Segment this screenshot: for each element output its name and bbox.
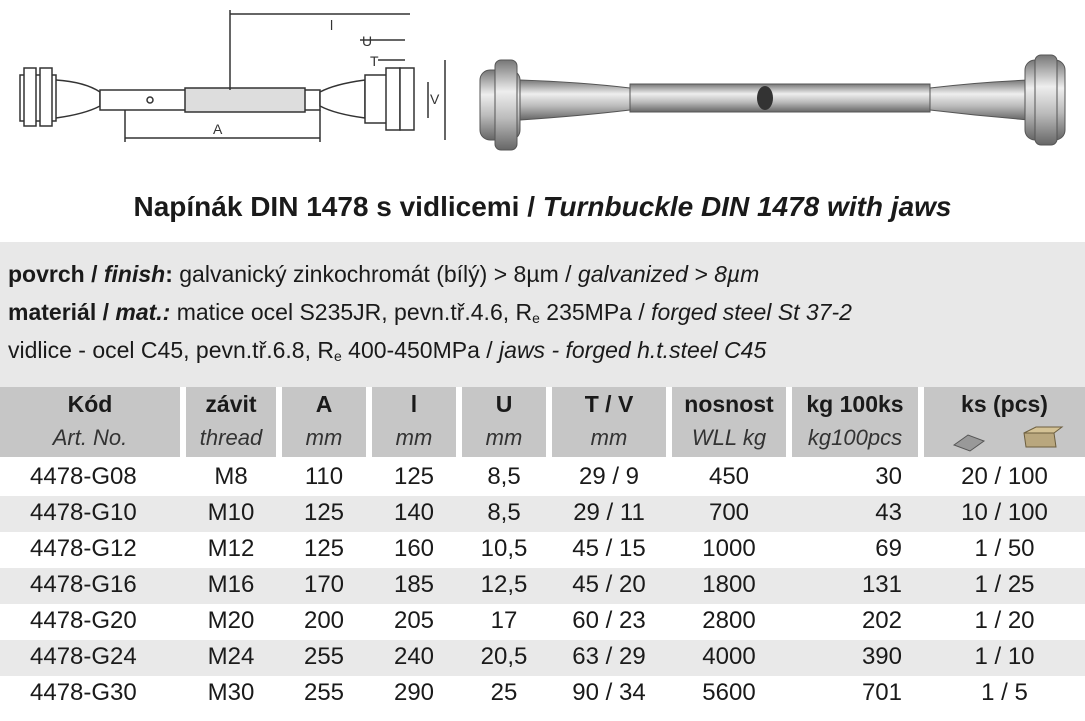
table-row	[0, 460, 1085, 496]
product-drawing	[0, 0, 1085, 170]
table-header	[0, 387, 1085, 457]
dim-a-label: A	[213, 121, 223, 137]
technical-drawing	[20, 10, 445, 142]
cell-code: 4478-G08	[30, 463, 137, 490]
cell-l: 240	[393, 643, 435, 670]
cell-weight: 390	[861, 643, 902, 670]
cell-a: 170	[303, 571, 345, 598]
cell-tv: 60 / 23	[572, 607, 646, 634]
header-col-pcs: ks (pcs)	[924, 387, 1085, 457]
cell-weight: 202	[861, 607, 902, 634]
cell-a: 200	[303, 607, 345, 634]
title-cz: Napínák DIN 1478 s vidlicemi /	[133, 191, 535, 222]
spec-jaws: vidlice - ocel C45, pevn.tř.6.8, $R_e$ 400-450MPa / jaws - forged h.t.steel C45	[8, 337, 767, 364]
cell-pcs: 1 / 25	[974, 571, 1035, 598]
cell-thread: M12	[207, 535, 255, 562]
cell-a: 125	[303, 535, 345, 562]
spec-finish: povrch / finish: galvanický zinkochromát (bílý) > 8µm / galvanized > 8µm	[8, 261, 760, 287]
header-col-u: U mm	[462, 387, 546, 457]
cell-tv: 45 / 15	[572, 535, 646, 562]
cell-wll: 450	[708, 463, 750, 490]
cell-tv: 45 / 20	[572, 571, 646, 598]
cell-u: 25	[490, 679, 518, 706]
cell-pcs: 1 / 5	[981, 679, 1028, 706]
cell-a: 125	[303, 499, 345, 526]
cell-pcs: 1 / 10	[974, 643, 1035, 670]
cell-thread: M16	[207, 571, 255, 598]
header-col-tv: T / V mm	[552, 387, 666, 457]
cell-wll: 1000	[702, 535, 756, 562]
cell-wll: 2800	[702, 607, 756, 634]
dim-l-label: l	[330, 17, 334, 33]
cell-code: 4478-G30	[30, 679, 137, 706]
cell-thread: M10	[207, 499, 255, 526]
cell-weight: 69	[875, 535, 902, 562]
cell-weight: 30	[875, 463, 902, 490]
cell-u: 10,5	[480, 535, 528, 562]
cell-u: 17	[490, 607, 518, 634]
cell-a: 255	[303, 679, 345, 706]
cell-wll: 4000	[702, 643, 756, 670]
cell-l: 205	[393, 607, 435, 634]
cell-pcs: 1 / 50	[974, 535, 1035, 562]
cell-pcs: 10 / 100	[961, 499, 1048, 526]
cell-weight: 131	[861, 571, 902, 598]
cell-thread: M24	[207, 643, 255, 670]
table-row	[0, 640, 1085, 676]
cell-u: 8,5	[487, 463, 521, 490]
table-row	[0, 532, 1085, 568]
dim-u-label: U	[362, 33, 373, 49]
header-col-weight: kg 100ks kg100pcs	[792, 387, 918, 457]
header-col-thread: závit thread	[186, 387, 276, 457]
table-row	[0, 676, 1085, 712]
page-title	[0, 190, 1085, 224]
cell-tv: 90 / 34	[572, 679, 646, 706]
title-en: Turnbuckle DIN 1478 with jaws	[542, 191, 952, 222]
table-row	[0, 496, 1085, 532]
cell-weight: 43	[875, 499, 902, 526]
cell-wll: 700	[708, 499, 750, 526]
cell-tv: 29 / 11	[573, 499, 645, 526]
cell-wll: 5600	[702, 679, 756, 706]
header-col-code: Kód Art. No.	[0, 387, 180, 457]
cell-wll: 1800	[702, 571, 756, 598]
cell-code: 4478-G10	[30, 499, 137, 526]
header-col-wll: nosnost WLL kg	[672, 387, 786, 457]
header-col-l: l mm	[372, 387, 456, 457]
cell-pcs: 20 / 100	[961, 463, 1048, 490]
cell-u: 12,5	[480, 571, 528, 598]
cell-u: 20,5	[480, 643, 528, 670]
table-row	[0, 568, 1085, 604]
table-row	[0, 604, 1085, 640]
cell-l: 290	[393, 679, 435, 706]
cell-pcs: 1 / 20	[974, 607, 1035, 634]
cell-weight: 701	[861, 679, 902, 706]
product-photo	[480, 55, 1065, 150]
cell-a: 110	[304, 463, 344, 490]
cell-l: 160	[393, 535, 435, 562]
cell-code: 4478-G24	[30, 643, 137, 670]
cell-l: 185	[393, 571, 435, 598]
cell-tv: 63 / 29	[572, 643, 646, 670]
cell-code: 4478-G12	[30, 535, 137, 562]
cell-tv: 29 / 9	[578, 463, 640, 490]
spec-block	[0, 242, 1085, 387]
dim-t-label: T	[370, 53, 379, 69]
header-col-a: A mm	[282, 387, 366, 457]
cell-l: 125	[393, 463, 435, 490]
box-pack-icon	[944, 423, 1064, 453]
cell-thread: M8	[214, 463, 248, 490]
cell-u: 8,5	[487, 499, 521, 526]
cell-thread: M30	[207, 679, 255, 706]
dim-v-label: V	[430, 91, 440, 107]
cell-a: 255	[303, 643, 345, 670]
spec-material: materiál / mat.: matice ocel S235JR, pevn.tř.4.6, $R_e$ 235MPa / forged steel St 37-2	[8, 299, 852, 326]
cell-code: 4478-G20	[30, 607, 137, 634]
cell-code: 4478-G16	[30, 571, 137, 598]
cell-l: 140	[393, 499, 435, 526]
cell-thread: M20	[207, 607, 255, 634]
